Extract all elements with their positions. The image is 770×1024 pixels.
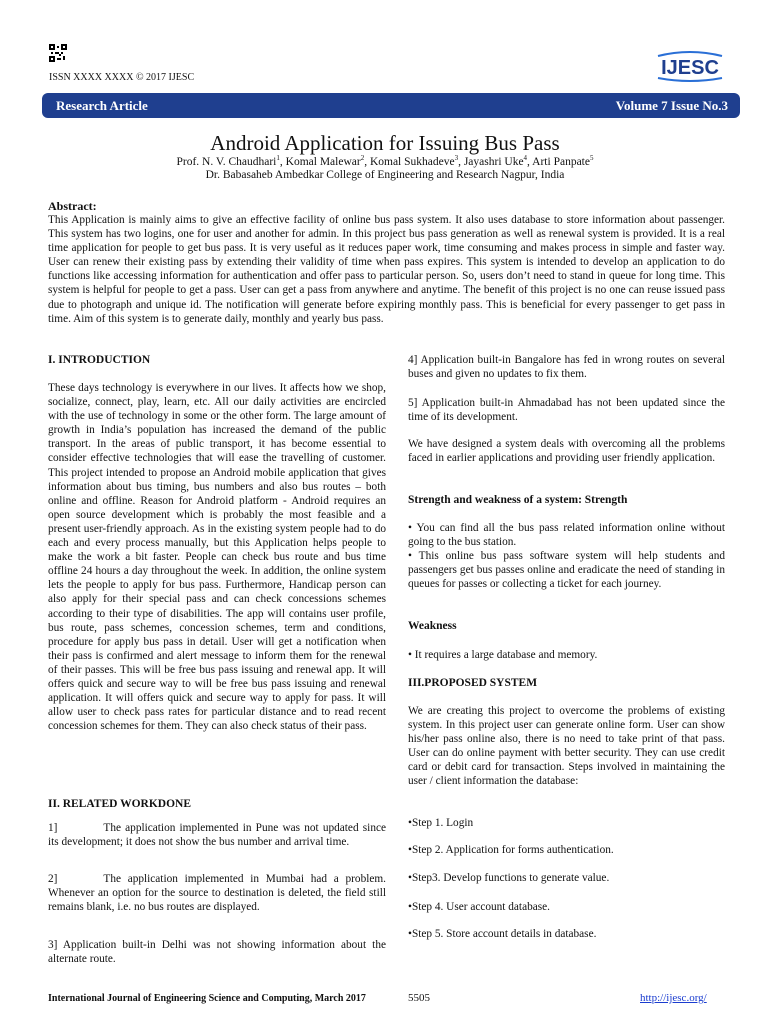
abstract-text: This Application is mainly aims to give an effective facility of online bus pass system. It also uses database to store information about passenger. This system has two logins, one for user and another for admin. In this project bus pass generation as well as renewal system is provided. It is a real time application for people to get bus pass. It is very useful as it reduces paper work, time consuming and makes process in simple and faster way. User can renew their existing pass by extending their validity of time when pass expires. This system is intended to develop an application to do functions like accessing information for authentication and offer pass to particular person. So, users don’t need to stand in queue for long time. This system is helpful for people to get a pass. User can get a pass from anywhere and anytime. The benefit of this project is no one can reuse issued pass due to photograph and unique id. The notification will generate before expiring monthly pass. This is beneficial for every passenger to get pass in time. Aim of this system is to generate daily, monthly and yearly bus pass.: [48, 214, 725, 325]
strength-item-2: • This online bus pass software system will help students and passengers get bus passes online and eradicate the need of standing in queues for passes or collecting a ticket for each journey.: [408, 550, 725, 591]
section-heading-proposed-system: III.PROPOSED SYSTEM: [408, 677, 538, 689]
journal-link[interactable]: http://ijesc.org/: [640, 992, 707, 1004]
issn-line: ISSN XXXX XXXX © 2017 IJESC: [49, 72, 195, 83]
footer-journal: International Journal of Engineering Science and Computing, March 2017: [48, 993, 366, 1004]
author-name: Prof. N. V. Chaudhari: [176, 155, 277, 168]
author-name: Jayashri Uke: [463, 155, 524, 168]
strength-heading: Strength and weakness of a system: Strength: [408, 494, 628, 506]
author-list: Prof. N. V. Chaudhari$^1$, Komal Malewar$^2$, Komal Sukhadeve$^3$, Jayashri Uke$^4$, Arti Panpate$^5$: [176, 154, 594, 168]
step-item: •Step3. Develop functions to generate value.: [408, 872, 610, 884]
weakness-item-1: • It requires a large database and memory.: [408, 649, 598, 661]
section-heading-related-work: II. RELATED WORKDONE: [48, 798, 192, 810]
author-name: Komal Malewar: [285, 155, 361, 168]
related-work-item-2: 2] The application implemented in Mumbai had a problem. Whenever an option for the source to destination is deleted, the field still remains blank, i.e. no bus routes are displayed.: [48, 873, 386, 914]
strength-item-1: • You can find all the bus pass related information online without going to the bus station.: [408, 522, 725, 549]
step-item: •Step 2. Application for forms authentication.: [408, 844, 614, 856]
article-type-band: [42, 93, 740, 118]
weakness-heading: Weakness: [408, 620, 457, 632]
affiliation: Dr. Babasaheb Ambedkar College of Engineering and Research Nagpur, India: [205, 169, 565, 181]
ijesc-logo: [652, 50, 728, 84]
qr-code-icon: [49, 44, 67, 62]
step-item: •Step 4. User account database.: [408, 901, 550, 913]
article-type: Research Article: [56, 98, 148, 113]
section-heading-introduction: I. INTRODUCTION: [48, 354, 151, 366]
author-name: Arti Panpate: [532, 155, 590, 168]
related-work-item-5: 5] Application built-in Ahmadabad has not been updated since the time of its development.: [408, 397, 725, 424]
step-item: •Step 5. Store account details in database.: [408, 928, 597, 940]
introduction-text: These days technology is everywhere in our lives. It affects how we shop, socialize, connect, play, learn, etc. All our daily activities are encircled with the use of technology in some or the other form. The large amount of growth in India’s population has increased the demand of the public transport. In the areas of public transport, it has become essential to consider effective technologies that will ease the travelling of customer. This project intended to propose an Android mobile application that gives information about bus timing, bus numbers and also bus routes – both online and offline. Reason for Android platform - Android requires an open source development which is probably the most feasible and a present user-friendly approach. As in the existing system people had to do each and every process manually, but this Application helps people to make the work a bit faster. People can check bus route and bus time offline 24 hours a day throughout the week. In addition, the online system lets the people to apply for bus pass. Furthermore, Handicap person can also apply for their special pass and can check concessions schemes according to their type of disabilities. The app will contains user profile, bus route, pass schemes, concession schemes, term and conditions, procedure for apply bus pass in detail. User will get a notification when their pass is confirmed and alert message to inform them for the renewal of their passes. This will be free bus pass issuing and renewal app. It will offers quick and secure way to will be free bus pass issuing and renewal application. It will offers quick and secure way to apply for pass. It will allow user to check pass rates for particular distance and to read recent concession schemes for them. They can also check status of their pass.: [48, 382, 386, 733]
paper-title: Android Application for Issuing Bus Pass: [210, 131, 560, 155]
page-number: 5505: [408, 992, 430, 1004]
volume-issue: Volume 7 Issue No.3: [615, 98, 728, 113]
step-item: •Step 1. Login: [408, 817, 474, 829]
logo-text: IJESC: [661, 57, 719, 79]
author-name: Komal Sukhadeve: [369, 155, 455, 168]
related-work-item-3: 3] Application built-in Delhi was not showing information about the alternate route.: [48, 939, 386, 966]
abstract-heading: Abstract:: [48, 199, 97, 213]
related-work-item-4: 4] Application built-in Bangalore has fed in wrong routes on several buses and given no updates to fix them.: [408, 354, 725, 381]
proposed-system-text: We are creating this project to overcome the problems of existing system. In this project user can generate online form. User can show his/her pass online also, there is no need to take print of that pass. User can do online payment with better security. They can use credit card or debit card for transaction. Steps involved in maintaining the user / client information the database:: [408, 705, 725, 788]
designed-system-text: We have designed a system deals with overcoming all the problems faced in earlier applications and providing user friendly application.: [408, 438, 725, 465]
related-work-item-1: 1] The application implemented in Pune was not updated since its development; it does not show the bus number and arrival time.: [48, 822, 386, 849]
